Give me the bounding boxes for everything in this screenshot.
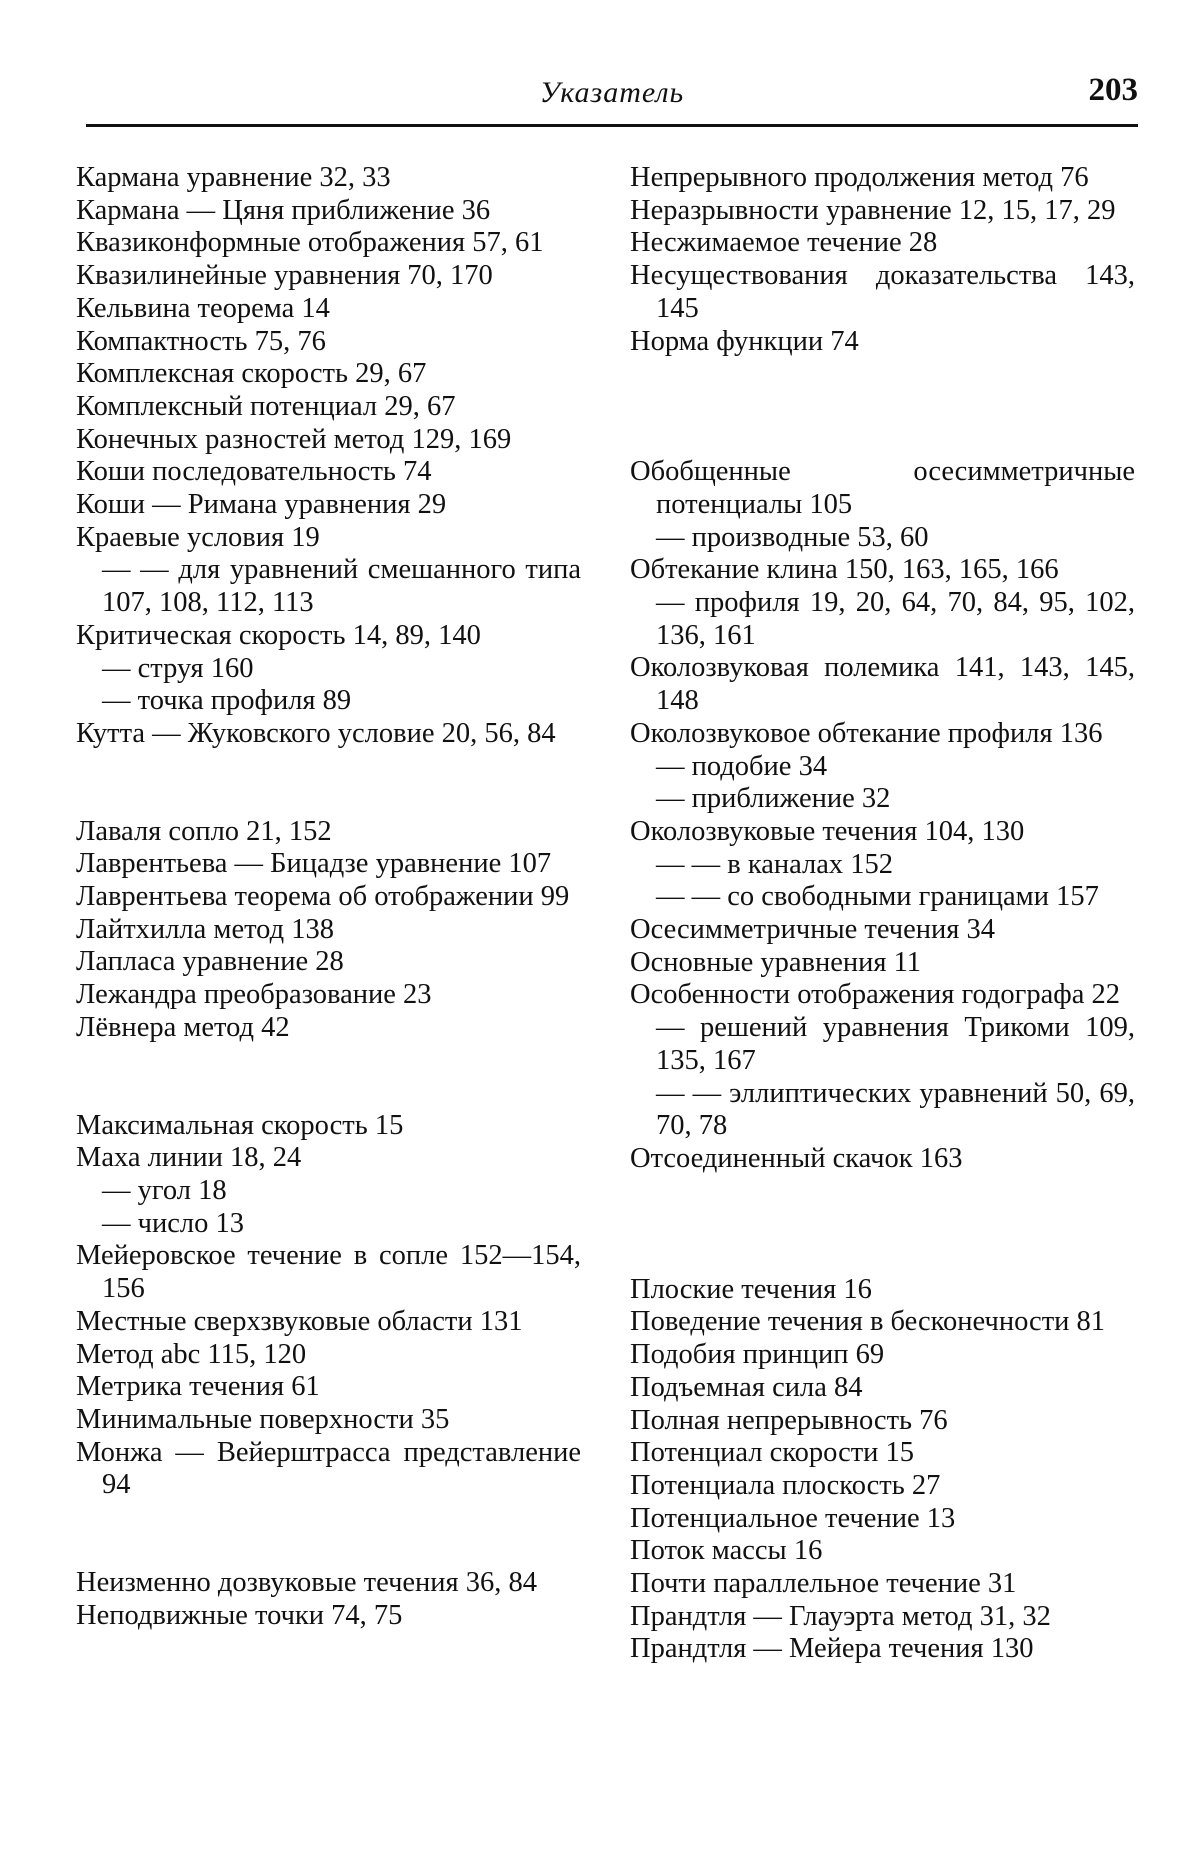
index-entry: Несуществования доказательства 143, 145 <box>630 260 1135 324</box>
index-entry: Компактность 75, 76 <box>76 325 326 357</box>
index-entry: Поведение течения в бесконечности 81 <box>630 1306 1106 1338</box>
index-entry: Квазилинейные уравнения 70, 170 <box>76 260 493 292</box>
index-entry: Околозвуковое обтекание профиля 136 <box>630 717 1103 749</box>
index-entry: Неизменно дозвуковые течения 36, 84 <box>76 1567 538 1599</box>
index-entry: Околозвуковая полемика 141, 143, 145, 148 <box>630 652 1135 717</box>
index-group-n-cont <box>630 162 1135 358</box>
index-entry: Потенциала плоскость 27 <box>630 1469 941 1501</box>
index-entry: Потенциальное течение 13 <box>630 1502 956 1534</box>
index-entry: Лежандра преобразование 23 <box>76 979 432 1011</box>
group-spacer <box>630 358 1135 456</box>
page-number: 203 <box>1088 72 1138 108</box>
index-entry: Почти параллельное течение 31 <box>630 1568 1017 1600</box>
index-entry: Местные сверхзвуковые области 131 <box>76 1305 523 1337</box>
index-entry: Подъемная сила 84 <box>630 1371 863 1403</box>
index-entry: Монжа — Вейерштрасса представление 94 <box>76 1436 581 1501</box>
index-subentry: — подобие 34 <box>656 750 828 782</box>
index-group-k <box>76 162 581 751</box>
group-spacer <box>630 1176 1135 1274</box>
index-subentry: — угол 18 <box>102 1174 227 1206</box>
index-entry: Неподвижные точки 74, 75 <box>76 1599 403 1631</box>
index-subentry: — струя 160 <box>102 652 254 684</box>
index-entry: Потенциал скорости 15 <box>630 1437 915 1469</box>
index-group-o <box>630 456 1135 1175</box>
index-entry: Кельвина теорема 14 <box>76 292 330 324</box>
index-entry: Кармана — Цяня приближение 36 <box>76 194 491 226</box>
index-entry: Непрерывного продолжения метод 76 <box>630 162 1089 193</box>
index-group-n <box>76 1567 581 1632</box>
index-entry: Комплексный потенциал 29, 67 <box>76 390 456 422</box>
index-entry: Отсоединенный скачок 163 <box>630 1142 963 1174</box>
index-entry: Лаваля сопло 21, 152 <box>76 815 332 847</box>
index-subentry: — число 13 <box>102 1207 244 1239</box>
index-entry: Кутта — Жуковского условие 20, 56, 84 <box>76 717 556 749</box>
index-entry: Прандтля — Глауэрта метод 31, 32 <box>630 1600 1051 1632</box>
group-spacer <box>76 1502 581 1567</box>
index-entry: Подобия принцип 69 <box>630 1339 885 1371</box>
index-column-right <box>630 162 1135 1666</box>
index-subentry: — производные 53, 60 <box>656 521 929 553</box>
index-entry: Максимальная скорость 15 <box>76 1109 404 1141</box>
index-entry: Обтекание клина 150, 163, 165, 166 <box>630 554 1059 586</box>
index-subentry: — — со свободными границами 157 <box>656 881 1099 913</box>
index-entry: Мейеровское течение в сопле 152—154, 156 <box>76 1240 581 1305</box>
index-subentry: — — для уравнений смешанного типа 107, 108, 112, 113 <box>102 554 581 619</box>
index-subentry: — приближение 32 <box>656 783 891 815</box>
running-title: Указатель <box>539 76 685 109</box>
index-entry: Плоские течения 16 <box>630 1273 872 1305</box>
index-entry: Лапласа уравнение 28 <box>76 946 344 978</box>
index-entry: Норма функции 74 <box>630 325 859 357</box>
index-group-l <box>76 816 581 1045</box>
index-entry: Метрика течения 61 <box>76 1371 320 1403</box>
index-entry: Неразрывности уравнение 12, 15, 17, 29 <box>630 194 1116 226</box>
header-rule <box>86 124 1138 127</box>
index-entry: Лайтхилла метод 138 <box>76 913 334 945</box>
index-entry: Основные уравнения 11 <box>630 946 922 978</box>
page-header <box>86 68 1138 128</box>
index-entry: Минимальные поверхности 35 <box>76 1403 450 1435</box>
index-entry: Поток массы 16 <box>630 1535 823 1567</box>
index-entry: Несжимаемое течение 28 <box>630 227 938 259</box>
index-entry: Квазиконформные отображения 57, 61 <box>76 227 544 259</box>
index-entry: Обобщенные осесимметричные потенциалы 105 <box>630 456 1135 520</box>
index-entry: Коши — Римана уравнения 29 <box>76 489 447 521</box>
index-subentry: — — эллиптических уравнений 50, 69, 70, 78 <box>656 1077 1135 1142</box>
index-entry: Околозвуковые течения 104, 130 <box>630 815 1025 847</box>
index-column-left <box>76 162 581 1632</box>
index-group-m <box>76 1110 581 1502</box>
index-entry: Краевые условия 19 <box>76 521 320 553</box>
index-entry: Полная непрерывность 76 <box>630 1404 948 1436</box>
index-entry: Коши последовательность 74 <box>76 456 432 488</box>
index-entry: Маха линии 18, 24 <box>76 1142 302 1174</box>
index-entry: Особенности отображения годографа 22 <box>630 979 1120 1011</box>
index-entry: Метод abc 115, 120 <box>76 1338 307 1370</box>
index-subentry: — точка профиля 89 <box>102 685 352 717</box>
index-entry: Комплексная скорость 29, 67 <box>76 358 427 390</box>
index-group-p <box>630 1274 1135 1666</box>
index-entry: Лёвнера метод 42 <box>76 1011 290 1043</box>
group-spacer <box>76 1045 581 1110</box>
index-entry: Лаврентьева теорема об отображении 99 <box>76 881 570 913</box>
index-entry: Критическая скорость 14, 89, 140 <box>76 619 481 651</box>
index-entry: Кармана уравнение 32, 33 <box>76 162 391 193</box>
index-entry: Осесимметричные течения 34 <box>630 914 995 946</box>
index-subentry: — решений уравнения Трикоми 109, 135, 167 <box>656 1012 1135 1076</box>
group-spacer <box>76 751 581 816</box>
index-entry: Прандтля — Мейера течения 130 <box>630 1633 1034 1665</box>
index-entry: Лаврентьева — Бицадзе уравнение 107 <box>76 848 552 880</box>
index-entry: Конечных разностей метод 129, 169 <box>76 423 512 455</box>
index-subentry: — — в каналах 152 <box>656 848 894 880</box>
index-subentry: — профиля 19, 20, 64, 70, 84, 95, 102, 136, 161 <box>656 587 1135 651</box>
